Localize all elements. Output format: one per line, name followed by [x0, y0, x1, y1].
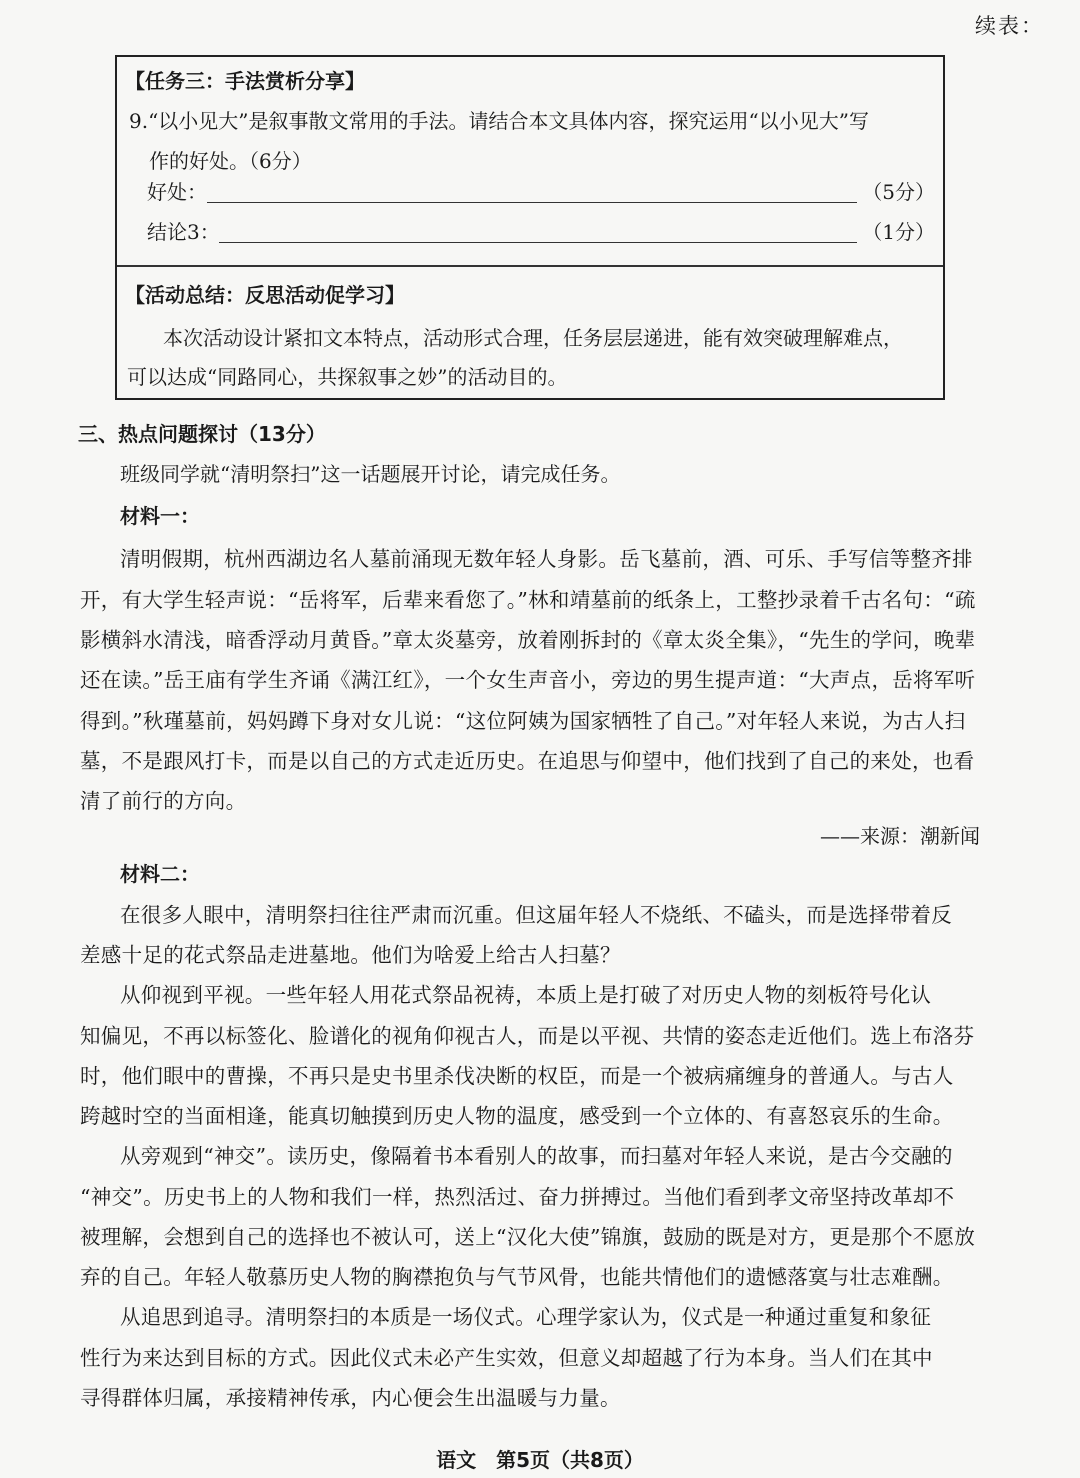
- conclusion-label: 结论3：: [147, 220, 220, 244]
- material2-line: 知偏见，不再以标签化、脸谱化的视角仰视古人，而是以平视、共情的姿态走近他们。选上布洛芬: [80, 1024, 975, 1048]
- benefit-answer-row: [147, 175, 935, 209]
- material2-line: 在很多人眼中，清明祭扫往往严肃而沉重。但这届年轻人不烧纸、不磕头，而是选择带着反: [120, 903, 952, 927]
- material1-title: 材料一：: [120, 504, 200, 528]
- material2-line: 从追思到追寻。清明祭扫的本质是一场仪式。心理学家认为，仪式是一种通过重复和象征: [120, 1305, 932, 1329]
- benefit-label: 好处：: [147, 180, 207, 204]
- material2-line: 从旁观到“神交”。读历史，像隔着书本看别人的故事，而扫墓对年轻人来说，是古今交融的: [120, 1144, 953, 1168]
- question-9-line2: 作的好处。（6分）: [149, 149, 312, 173]
- conclusion-answer-row: [147, 215, 935, 249]
- section3-intro: 班级同学就“清明祭扫”这一话题展开讨论，请完成任务。: [120, 462, 621, 486]
- section3-title: 三、热点问题探讨（13分）: [78, 422, 326, 446]
- material1-line: 清了前行的方向。: [80, 789, 247, 813]
- question-9-line1: 9.“以小见大”是叙事散文常用的手法。请结合本文具体内容，探究运用“以小见大”写: [129, 109, 869, 133]
- material2-line: 跨越时空的当面相逢，能真切触摸到历史人物的温度，感受到一个立体的、有喜怒哀乐的生命。: [80, 1104, 954, 1128]
- material2-line: 寻得群体归属，承接精神传承，内心便会生出温暖与力量。: [80, 1386, 621, 1410]
- material2-line: “神交”。历史书上的人物和我们一样，热烈活过、奋力拼搏过。当他们看到孝文帝坚持改革却不: [80, 1185, 955, 1209]
- material1-line: 得到。”秋瑾墓前，妈妈蹲下身对女儿说：“这位阿姨为国家牺牲了自己。”对年轻人来说，为古人扫: [80, 709, 966, 733]
- benefit-score: （5分）: [862, 180, 935, 204]
- material2-title: 材料二：: [120, 862, 200, 886]
- summary-line1: 本次活动设计紧扣文本特点，活动形式合理，任务层层递进，能有效突破理解难点，: [163, 326, 903, 350]
- material1-line: 清明假期，杭州西湖边名人墓前涌现无数年轻人身影。岳飞墓前，酒、可乐、手写信等整齐排: [120, 547, 973, 571]
- material2-line: 弃的自己。年轻人敬慕历史人物的胸襟抱负与气节风骨，也能共情他们的遗憾落寞与壮志难酬。: [80, 1265, 954, 1289]
- material2-line: 被理解，会想到自己的选择也不被认可，送上“汉化大使”锦旗，鼓励的既是对方，更是那个不愿放: [80, 1225, 976, 1249]
- summary-heading: 【活动总结：反思活动促学习】: [125, 283, 405, 307]
- material1-line: 墓，不是跟风打卡，而是以自己的方式走近历史。在追思与仰望中，他们找到了自己的来处，也看: [80, 749, 975, 773]
- material1-source: ——来源：潮新闻: [820, 824, 980, 848]
- summary-line2: 可以达成“同路同心，共探叙事之妙”的活动目的。: [127, 365, 568, 389]
- material1-line: 开，有大学生轻声说：“岳将军，后辈来看您了。”林和靖墓前的纸条上，工整抄录着千古名句：“疏: [80, 588, 976, 612]
- continued-label: 续表：: [975, 14, 1044, 38]
- material2-line: 时，他们眼中的曹操，不再只是史书里杀伐决断的权臣，而是一个被病痛缠身的普通人。与古人: [80, 1064, 954, 1088]
- task3-section: [117, 57, 943, 267]
- material1-line: 影横斜水清浅，暗香浮动月黄昏。”章太炎墓旁，放着刚拆封的《章太炎全集》，“先生的学问，晚辈: [80, 628, 976, 652]
- material2-line: 差感十足的花式祭品走进墓地。他们为啥爱上给古人扫墓？: [80, 943, 621, 967]
- conclusion-score: （1分）: [862, 220, 935, 244]
- material2-line: 从仰视到平视。一些年轻人用花式祭品祝祷，本质上是打破了对历史人物的刻板符号化认: [120, 983, 932, 1007]
- material1-line: 还在读。”岳王庙有学生齐诵《满江红》，一个女生声音小，旁边的男生提声道：“大声点，岳将军听: [80, 668, 976, 692]
- task3-heading: 【任务三：手法赏析分享】: [125, 69, 365, 93]
- page-footer: 语文 第5页（共8页）: [436, 1448, 644, 1472]
- task-box: [115, 55, 945, 400]
- benefit-answer-line[interactable]: [207, 202, 857, 203]
- conclusion-answer-line[interactable]: [219, 242, 857, 243]
- material2-line: 性行为来达到目标的方式。因此仪式未必产生实效，但意义却超越了行为本身。当人们在其中: [80, 1346, 933, 1370]
